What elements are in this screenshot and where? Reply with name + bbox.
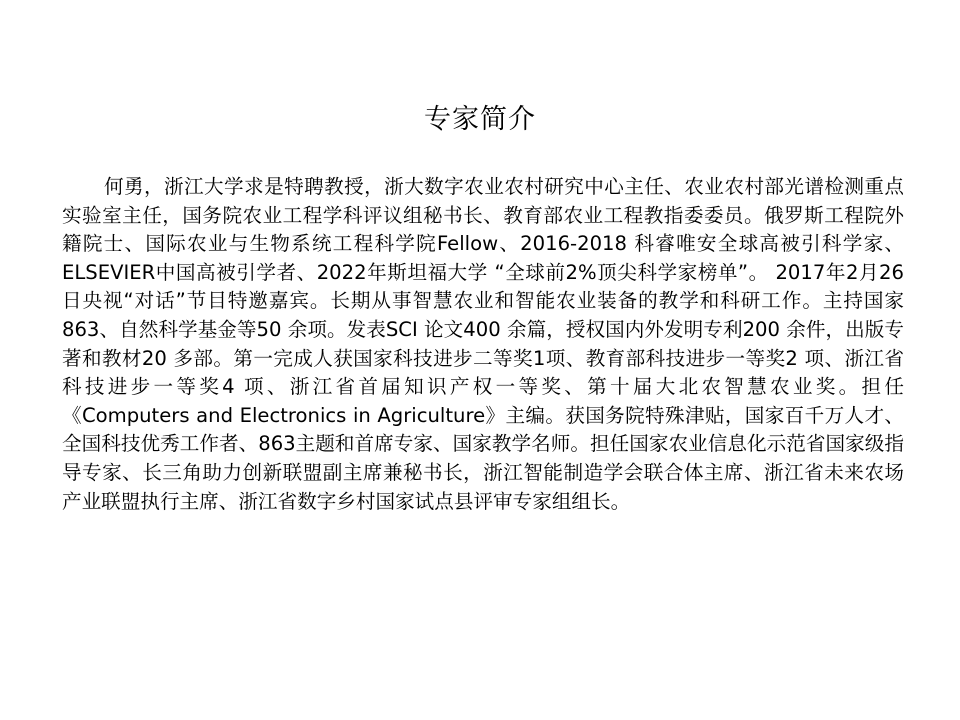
slide-title: 专家简介 [424,104,536,135]
bio-paragraph: 何勇，浙江大学求是特聘教授，浙大数字农业农村研究中心主任、农业农村部光谱检测重点实验室主任，国务院农业工程学科评议组秘书长、教育部农业工程教指委委员。俄罗斯工程院外籍院士、国际农业与生物系统工程科学院Fellow、2016-2018 科睿唯安全球高被引科学家、ELSEVIER中国高被引学者、2022年斯坦福大学 “全球前2%顶尖科学家榜单”。 2017年2月26日央视“对话”节目特邀嘉宾。长期从事智慧农业和智能农业装备的教学和科研工作。主持国家863、自然科学基金等50 余项。发表SCI 论文400 余篇，授权国内外发明专利200 余件，出版专著和教材20 多部。第一完成人获国家科技进步二等奖1项、教育部科技进步一等奖2 项、浙江省科技进步一等奖4 项、浙江省首届知识产权一等奖、第十届大北农智慧农业奖。担任《Computers and Electronics in Agriculture》主编。获国务院特殊津贴，国家百千万人才、全国科技优秀工作者、863主题和首席专家、国家教学名师。担任国家农业信息化示范省国家级指导专家、长三角助力创新联盟副主席兼秘书长，浙江智能制造学会联合体主席、浙江省未来农场产业联盟执行主席、浙江省数字乡村国家试点县评审专家组组长。 [62,175,904,513]
